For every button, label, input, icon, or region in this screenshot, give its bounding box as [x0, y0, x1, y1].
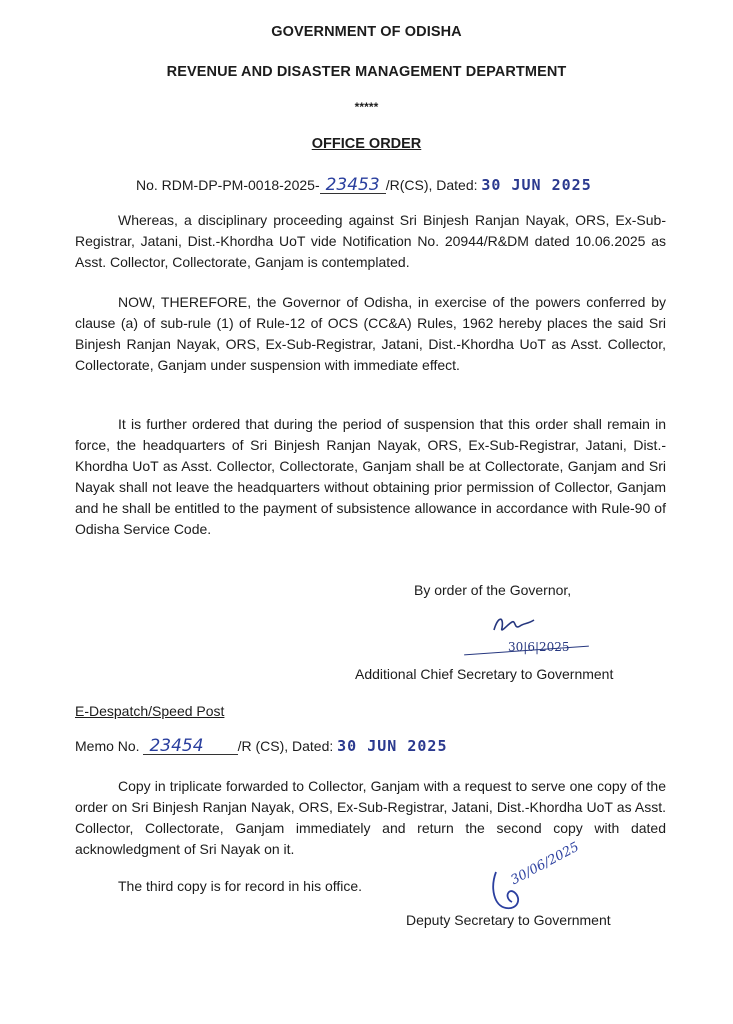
paragraph-third-copy: The third copy is for record in his office.	[118, 878, 363, 894]
reference-suffix: /R(CS), Dated:	[385, 177, 482, 193]
designation-deputy-secretary: Deputy Secretary to Government	[406, 912, 611, 928]
memo-suffix: /R (CS), Dated:	[237, 738, 338, 754]
reference-line	[136, 176, 592, 194]
reference-prefix: No. RDM-DP-PM-0018-2025-	[136, 177, 320, 193]
office-order-title-wrap	[0, 136, 733, 152]
memo-line	[75, 737, 448, 755]
signature-scribble-icon	[490, 612, 540, 638]
department-heading: REVENUE AND DISASTER MANAGEMENT DEPARTMENT	[166, 64, 567, 80]
paragraph-whereas: Whereas, a disciplinary proceeding against Sri Binjesh Ranjan Nayak, ORS, Ex-Sub-Registrar, Jatani, Dist.-Khordha UoT vide Notification No. 20944/R&DM dated 10.06.2025 as Asst. Collector, Collectorate, Ganjam is contemplated.	[75, 212, 666, 270]
signature-1	[490, 612, 540, 643]
paragraph-now-therefore: NOW, THEREFORE, the Governor of Odisha, in exercise of the powers conferred by clause (a) of sub-rule (1) of Rule-12 of OCS (CC&A) Rules, 1962 hereby places the said Sri Binjesh Ranjan Nayak, ORS, Ex-Sub-Registrar, Jatani, Dist.-Khordha UoT as Asst. Collector, Collectorate, Ganjam under suspension with immediate effect.	[75, 294, 666, 373]
memo-number: 23454	[143, 738, 237, 755]
paragraph-further-ordered: It is further ordered that during the period of suspension that this order shall remain in force, the headquarters of Sri Binjesh Ranjan Nayak, ORS, Ex-Sub-Registrar, Jatani, Dist.-Khordha UoT as Asst. Collector, Collectorate, Ganjam shall be at Collectorate, Ganjam and Sri Nayak shall not leave the headquarters without obtaining prior permission of Collector, Ganjam and he shall be entitled to the payment of subsistence allowance in accordance with Rule-90 of Odisha Service Code.	[75, 416, 666, 537]
office-order-title: OFFICE ORDER	[311, 136, 422, 152]
designation-acs: Additional Chief Secretary to Government	[355, 666, 614, 682]
despatch-label: E-Despatch/Speed Post	[75, 703, 225, 719]
separator-stars: *****	[354, 100, 379, 114]
memo-prefix: Memo No.	[75, 738, 144, 754]
by-order-line: By order of the Governor,	[414, 582, 572, 598]
signature-1-date: 30|6|2025	[508, 640, 570, 654]
memo-date-stamp: 30 JUN 2025	[337, 737, 448, 755]
paragraph-copy-forwarded: Copy in triplicate forwarded to Collector, Ganjam with a request to serve one copy of the order on Sri Binjesh Ranjan Nayak, ORS, Ex-Sub-Registrar, Jatani, Dist.-Khordha UoT as Asst. Collector, Collectorate, Ganjam immediately and return the second copy with dated acknowledgment of Sri Nayak on it.	[75, 778, 666, 857]
government-heading: GOVERNMENT OF ODISHA	[271, 24, 462, 40]
reference-date-stamp: 30 JUN 2025	[481, 176, 592, 194]
reference-number: 23453	[320, 177, 386, 194]
signature-2-date: 30/06/2025	[508, 839, 582, 889]
